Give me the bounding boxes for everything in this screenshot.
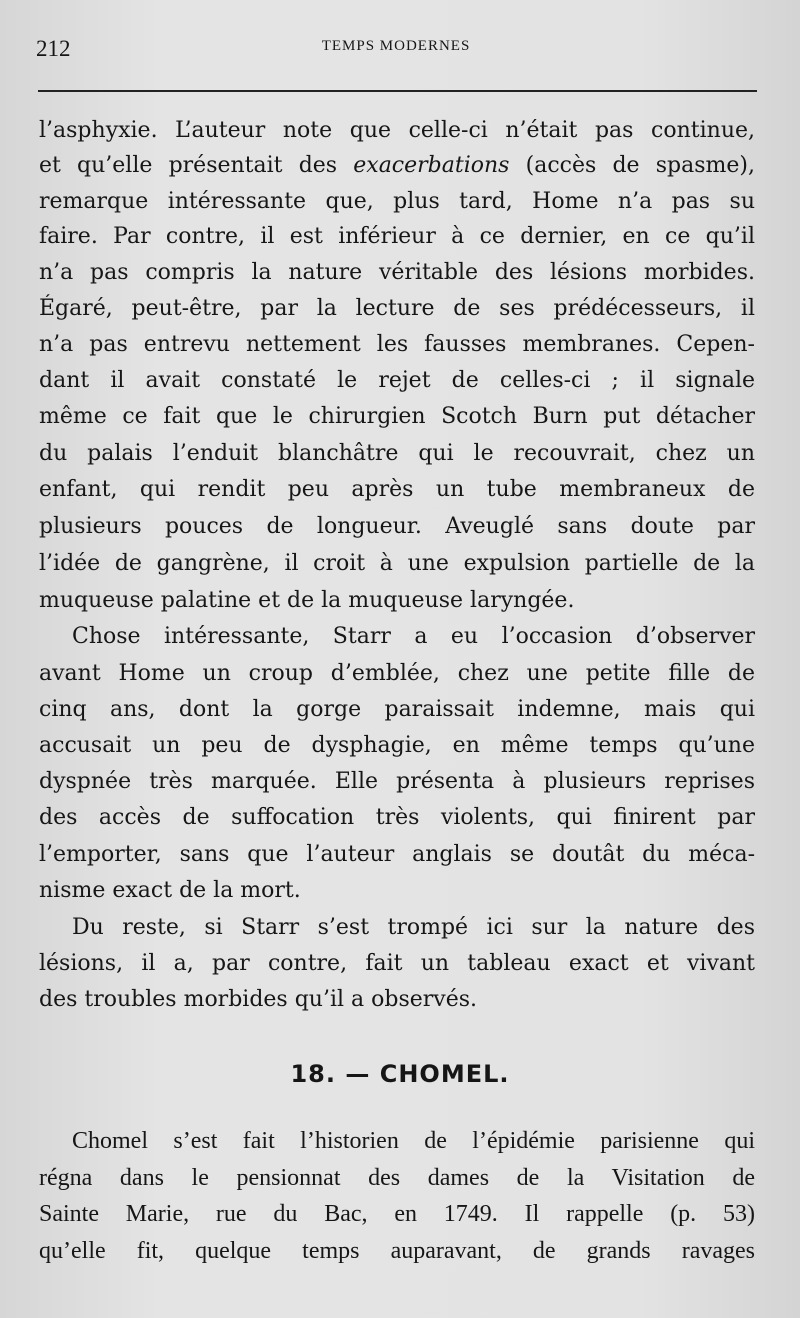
text-line: l’idée de gangrène, il croit à une expulsion partielle de la	[39, 551, 755, 576]
text-line: des troubles morbides qu’il a observés.	[39, 987, 478, 1012]
text-line: Du reste, si Starr s’est trompé ici sur la nature des	[72, 915, 755, 940]
text-line: enfant, qui rendit peu après un tube membraneux de	[39, 477, 755, 502]
text-line: accusait un peu de dysphagie, en même temps qu’une	[39, 733, 755, 758]
text-line: des accès de suffocation très violents, qui finirent par	[39, 805, 755, 830]
text-line: qu’elle fit, quelque temps auparavant, de grands ravages	[39, 1238, 755, 1264]
text-line: Chose intéressante, Starr a eu l’occasion d’observer	[72, 624, 755, 649]
text-line: l’asphyxie. L’auteur note que celle-ci n’était pas continue,	[39, 118, 755, 143]
text-line: l’emporter, sans que l’auteur anglais se doutât du méca-	[39, 842, 755, 867]
text-line: remarque intéressante que, plus tard, Home n’a pas su	[39, 189, 755, 214]
text-line: du palais l’enduit blanchâtre qui le recouvrait, chez un	[39, 441, 755, 466]
text-line: lésions, il a, par contre, fait un tableau exact et vivant	[39, 951, 755, 976]
text-line: avant Home un croup d’emblée, chez une petite fille de	[39, 661, 755, 686]
text-line: muqueuse palatine et de la muqueuse laryngée.	[39, 588, 575, 613]
text-line: cinq ans, dont la gorge paraissait indemne, mais qui	[39, 697, 755, 722]
section-heading: 18. — CHOMEL.	[290, 1060, 510, 1088]
text-line: nisme exact de la mort.	[39, 878, 301, 903]
text-line: régna dans le pensionnat des dames de la Visitation de	[39, 1165, 755, 1191]
text-line: Sainte Marie, rue du Bac, en 1749. Il rappelle (p. 53)	[39, 1201, 755, 1227]
text-line: dant il avait constaté le rejet de celles-ci ; il signale	[39, 368, 755, 393]
text-line: et qu’elle présentait des exacerbations (accès de spasme),	[39, 153, 755, 178]
text-line: plusieurs pouces de longueur. Aveuglé sans doute par	[39, 514, 755, 539]
text-line: dyspnée très marquée. Elle présenta à plusieurs reprises	[39, 769, 755, 794]
text-line: n’a pas compris la nature véritable des lésions morbides.	[39, 260, 755, 285]
text-line: même ce fait que le chirurgien Scotch Burn put détacher	[39, 404, 755, 429]
running-title: TEMPS MODERNES	[321, 38, 471, 54]
page-number: 212	[36, 36, 71, 61]
text-line: faire. Par contre, il est inférieur à ce dernier, en ce qu’il	[39, 224, 755, 249]
text-line: Chomel s’est fait l’historien de l’épidémie parisienne qui	[72, 1128, 755, 1154]
text-line: n’a pas entrevu nettement les fausses membranes. Cepen-	[39, 332, 755, 357]
text-line: Égaré, peut-être, par la lecture de ses prédécesseurs, il	[39, 296, 755, 321]
italic-term: exacerbations	[353, 153, 510, 178]
